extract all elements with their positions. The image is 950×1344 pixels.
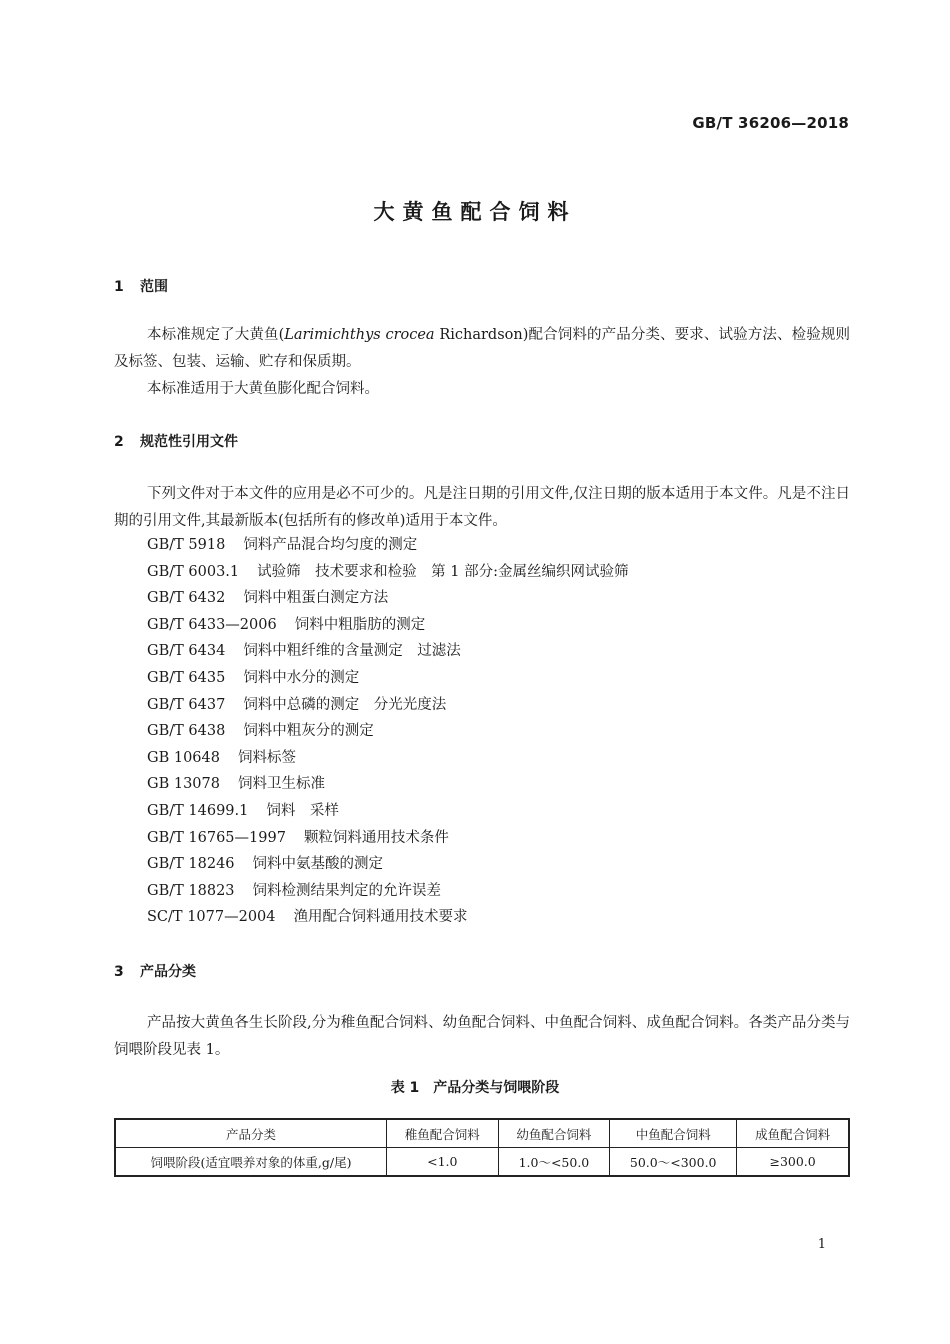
reference-item [147, 641, 628, 668]
table-cell: ≥300.0 [737, 1148, 849, 1177]
reference-code: GB/T 18246 [147, 856, 235, 873]
references-intro: 下列文件对于本文件的应用是必不可少的。凡是注日期的引用文件,仅注日期的版本适用于本文件。凡是不注日期的引用文件,其最新版本(包括所有的修改单)适用于本文件。 [114, 486, 850, 529]
reference-item [147, 801, 628, 828]
reference-code: GB/T 6437 [147, 696, 226, 713]
reference-title: 渔用配合饲料通用技术要求 [293, 909, 468, 926]
table-cell: <1.0 [387, 1148, 499, 1177]
reference-item [147, 854, 628, 881]
reference-item [147, 907, 628, 934]
table-header-cell: 成鱼配合饲料 [737, 1119, 849, 1148]
classification-intro: 产品按大黄鱼各生长阶段,分为稚鱼配合饲料、幼鱼配合饲料、中鱼配合饲料、成鱼配合饲料。各类产品分类与饲喂阶段见表 1。 [114, 1015, 850, 1058]
reference-title: 饲料中粗蛋白测定方法 [243, 590, 389, 607]
scope-paragraph-1 [114, 322, 850, 376]
table-header-cell: 幼鱼配合饲料 [498, 1119, 610, 1148]
reference-item [147, 721, 628, 748]
table-header-cell: 产品分类 [115, 1119, 387, 1148]
table-header-cell: 中鱼配合饲料 [610, 1119, 737, 1148]
document-title: 大黄鱼配合饲料 [373, 200, 577, 224]
reference-item [147, 748, 628, 775]
reference-title: 饲料中总磷的测定 分光光度法 [243, 696, 447, 713]
reference-title: 颗粒饲料通用技术条件 [303, 829, 449, 846]
page-number: 1 [817, 1237, 826, 1252]
reference-title: 试验筛 技术要求和检验 第 1 部分:金属丝编织网试验筛 [257, 563, 629, 580]
section-title: 规范性引用文件 [140, 434, 238, 450]
reference-item [147, 588, 628, 615]
reference-title: 饲料中粗灰分的测定 [243, 723, 374, 740]
table-row [115, 1148, 849, 1177]
table-cell: 50.0～<300.0 [610, 1148, 737, 1177]
reference-list [147, 535, 628, 934]
reference-code: GB/T 6438 [147, 723, 226, 740]
text-run: Richardson)配合饲料的产品分类、要求、试验方法、检验规则及标签、包装、运输、贮存和保质期。 [114, 327, 850, 370]
table-1 [114, 1118, 850, 1177]
reference-code: SC/T 1077—2004 [147, 909, 276, 926]
reference-item [147, 881, 628, 908]
reference-title: 饲料卫生标准 [237, 776, 325, 793]
reference-title: 饲料 采样 [266, 802, 339, 819]
reference-code: GB/T 14699.1 [147, 802, 249, 819]
reference-item [147, 828, 628, 855]
section-number: 1 [114, 279, 124, 295]
section-2-heading [114, 431, 238, 451]
reference-title: 饲料检测结果判定的允许误差 [252, 882, 442, 899]
reference-title: 饲料产品混合均匀度的测定 [243, 537, 418, 553]
reference-code: GB/T 6003.1 [147, 563, 240, 580]
reference-code: GB/T 5918 [147, 537, 226, 553]
reference-code: GB/T 6434 [147, 643, 226, 660]
reference-title: 饲料中氨基酸的测定 [252, 856, 384, 873]
reference-title: 饲料标签 [237, 749, 296, 766]
table-header-row [115, 1119, 849, 1148]
section-1-heading [114, 276, 168, 296]
scope-paragraph-2: 本标准适用于大黄鱼膨化配合饲料。 [147, 381, 379, 397]
reference-title: 饲料中粗脂肪的测定 [294, 616, 426, 633]
standard-code: GB/T 36206—2018 [692, 114, 849, 132]
reference-code: GB 13078 [147, 776, 220, 793]
reference-title: 饲料中水分的测定 [243, 669, 360, 686]
reference-code: GB/T 6433—2006 [147, 616, 277, 633]
table-1-caption: 表 1 产品分类与饲喂阶段 [390, 1080, 560, 1096]
table-cell: 1.0～<50.0 [498, 1148, 610, 1177]
reference-code: GB/T 6432 [147, 590, 226, 607]
section-number: 2 [114, 434, 124, 450]
reference-code: GB/T 18823 [147, 882, 235, 899]
table-cell: 饲喂阶段(适宜喂养对象的体重,g/尾) [115, 1148, 387, 1177]
reference-title: 饲料中粗纤维的含量测定 过滤法 [243, 643, 461, 660]
section-number: 3 [114, 964, 124, 980]
section-title: 产品分类 [140, 964, 196, 980]
section-title: 范围 [140, 279, 168, 295]
reference-item [147, 562, 628, 589]
table-header-cell: 稚鱼配合饲料 [387, 1119, 499, 1148]
reference-code: GB/T 6435 [147, 669, 226, 686]
reference-item [147, 774, 628, 801]
reference-item [147, 668, 628, 695]
text-run: 本标准规定了大黄鱼( [147, 327, 285, 343]
reference-item [147, 695, 628, 722]
reference-code: GB/T 16765—1997 [147, 829, 286, 846]
section-3-heading [114, 961, 196, 981]
species-latin-name: Larimichthys crocea [284, 327, 435, 343]
reference-code: GB 10648 [147, 749, 220, 766]
reference-item [147, 535, 628, 562]
reference-item [147, 615, 628, 642]
